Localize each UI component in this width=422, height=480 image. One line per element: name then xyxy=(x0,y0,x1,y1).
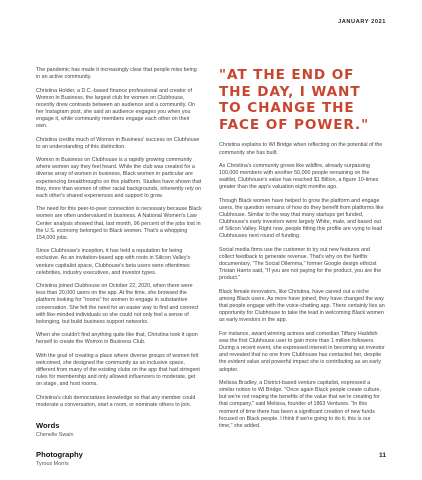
body-paragraph: As Christina's community grows like wildfire, already surpassing 100,000 members with another 50,000 people remaining on the waitlist, Clubhouse's value has reached $1 Billion, a figure 10-times greater than the app's valuation eight months ago. xyxy=(219,162,379,191)
body-paragraph: The need for this peer-to-peer connection is necessary because Black women are often undervalued in business. A National Women's Law Center analysis showed that, last month, 96 percent of the jobs lost in the U.S. economy belonged to Black women. That's a whopping 154,000 jobs. xyxy=(36,206,202,241)
body-paragraph: Christina explains to WI Bridge when reflecting on the potential of the community she has built. xyxy=(219,142,383,156)
body-paragraph: Since Clubhouse's inception, it has held a reputation for being exclusive. As an invitation-based app with roots in Silicon Valley's venture capitalist space, Clubhouse's beta users were oftentimes celebrities, industry executives, and investor types. xyxy=(36,248,191,276)
credit-name-writer: Chenelle Swain xyxy=(36,431,74,438)
body-paragraph: Christina credits much of Womxn in Business' success on Clubhouse to an understanding of this distinction. xyxy=(36,136,200,150)
issue-date: JANUARY 2021 xyxy=(338,19,386,25)
body-paragraph: The pandemic has made it increasingly clear that people miss being in an active community. xyxy=(36,67,197,81)
body-paragraph: When she couldn't find anything quite like that, Christina took it upon herself to create the Womxn in Business Club. xyxy=(36,332,198,346)
body-paragraph: Christina Holder, a D.C.-based finance professional and creator of Womxn in Business, the largest club for women on Clubhouse, recently drew contrasts between an audience and a community. On her Instagram post, she said an audience engages you when you engage it, while community members engage each other on their own. xyxy=(36,87,196,130)
left-column xyxy=(36,67,202,473)
credit-heading-words: Words xyxy=(36,420,60,430)
body-paragraph: For instance, award winning actress and comedian Tiffany Haddish was the first Clubhouse user to gain more than 1 million followers. During a recent event, she expressed interest in becoming an investor and revealed that no one from Clubhouse has contacted her, despite the evident value and powerful impact she is contributing as an early adopter. xyxy=(219,330,385,373)
credit-heading-photography: Photography xyxy=(36,449,83,459)
body-paragraph: Christina joined Clubhouse on October 22, 2020, when there were less than 20,000 users on the app. At the time, she browsed the platform looking for "rooms" for women to engage in substantive conversation. She felt the need for an easier way to find and connect with like-minded individuals so she could not only feel a sense of belonging, but build business support networks. xyxy=(36,283,199,325)
body-paragraph: Melissa Bradley, a District-based venture capitalist, expressed a similar notion to WI Bridge. "Once again Black people create culture, but we're not reaping the benefits of the value that we're creating for that company," said Melissa, founder of 1863 Ventures. "In this moment of time there has been a significant creation of new funds focused on Black people. I think if we're going to do it, this is our time," she added. xyxy=(219,379,381,429)
credit-name-photographer: Tyrous Morris xyxy=(36,460,69,467)
body-paragraph: Christina's club democratizes knowledge so that any member could moderate a conversation, start a room, or nominate others to join. xyxy=(36,394,196,408)
body-paragraph: Though Black women have helped to grow the platform and engage users, the question remains of how do they benefit from platforms like Clubhouse. Similar to the way that many startups get funded, Clubhouse's early investors were largely White, male, and based out of Silicon Valley. Right now, people fitting this profile are vying to lead Clubhouses next round of funding. xyxy=(219,197,384,240)
right-column xyxy=(219,67,385,436)
body-paragraph: Black female innovators, like Christina, have carved out a niche among Black users. As more have joined, they have changed the way that people engage with the voice-chatting app. There certainly lies an opportunity for Clubhouse to take the lead in welcoming Black women as early investors in the app. xyxy=(219,288,385,324)
page-number: 11 xyxy=(379,452,386,459)
pull-quote: "AT THE END OF THE DAY, I WANT TO CHANGE THE FACE OF POWER." xyxy=(219,67,370,133)
body-paragraph: With the goal of creating a place where diverse groups of women felt welcomed, she designed the community as an inclusive space, different from many of the existing clubs on the app that had stringent rules for membership and only allowed influencers to moderate, get on stage, and host rooms. xyxy=(36,352,200,388)
body-paragraph: Social media firms use the customer to try out new features and collect feedback to generate revenue. That's why on the Netflix documentary, "The Social Dilemma," former Google design ethicist Tristan Harris said, "If you are not paying for the product, you are the product." xyxy=(219,246,382,282)
body-paragraph: Womxn in Business on Clubhouse is a rapidly growing community where women say they feel heard. While the club was created for a diverse array of women in business, Black women in particular are experiencing breakthroughs on this platform. Studies have shown that they, more than women of other racial backgrounds, inherently rely on each other's shared experiences and support to grow. xyxy=(36,157,202,199)
